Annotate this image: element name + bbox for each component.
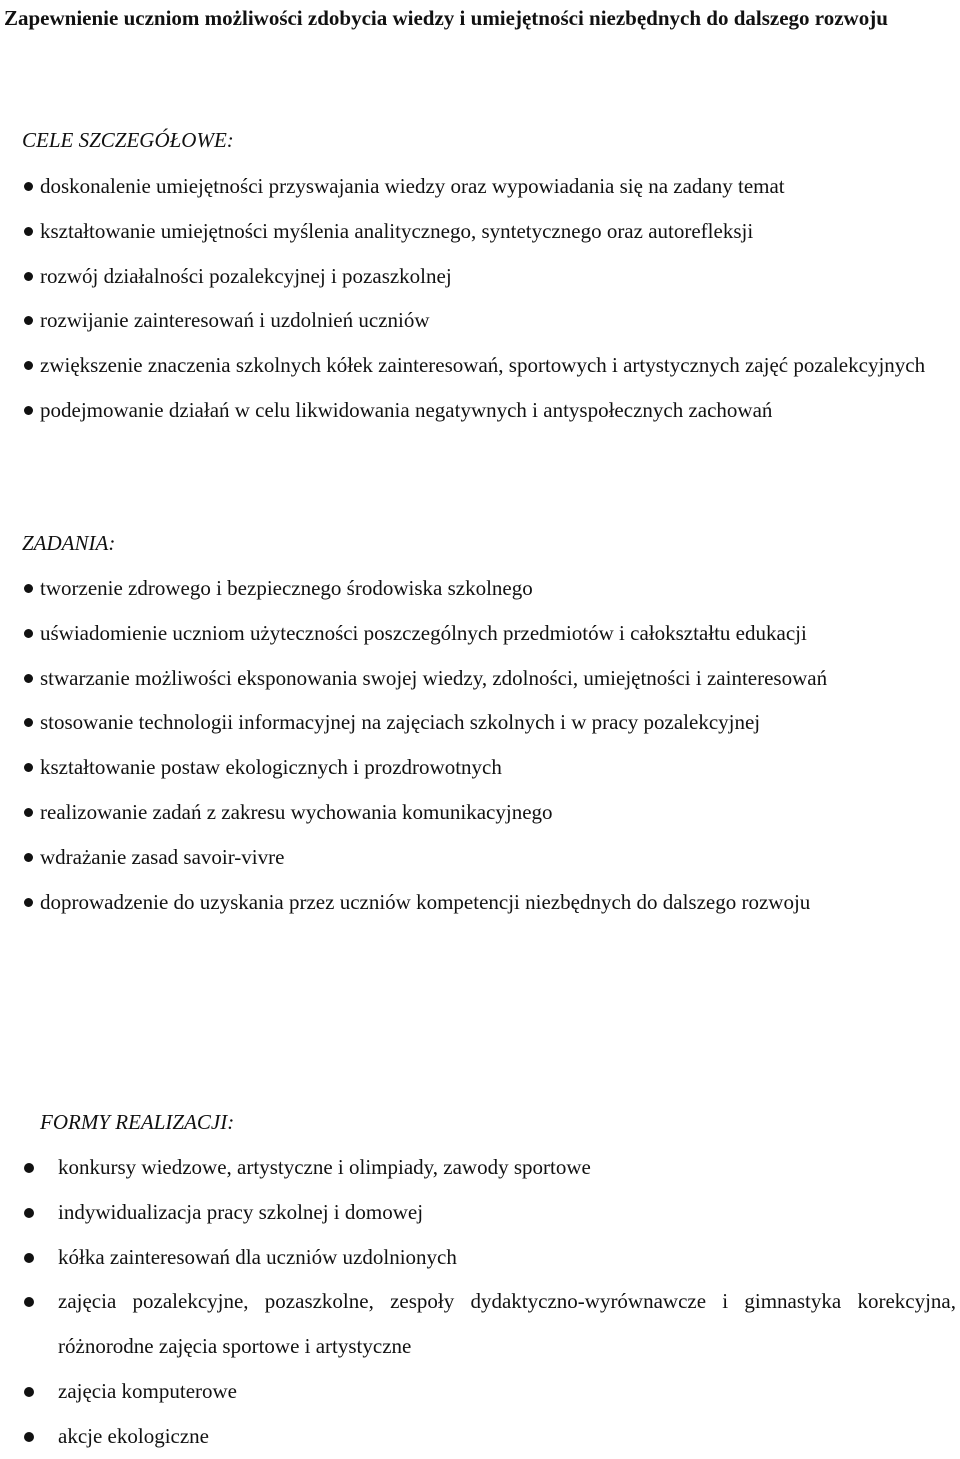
list-item-text: indywidualizacja pracy szkolnej i domowej <box>58 1199 424 1224</box>
bullet-icon <box>24 272 33 281</box>
list-item-text: rozwój działalności pozalekcyjnej i pozaszkolnej <box>40 263 452 288</box>
list-item <box>40 566 958 611</box>
zadania-section-title: ZADANIA: <box>22 531 116 555</box>
bullet-icon <box>24 182 33 191</box>
bullet-icon <box>24 406 33 415</box>
list-item <box>40 209 956 254</box>
list-item <box>58 1145 956 1190</box>
formy-section-title: FORMY REALIZACJI: <box>40 1110 235 1134</box>
list-item-text: zajęcia komputerowe <box>58 1378 237 1403</box>
list-item-text: doskonalenie umiejętności przyswajania wiedzy oraz wypowiadania się na zadany temat <box>40 174 785 198</box>
list-item-text: doprowadzenie do uzyskania przez uczniów kompetencji niezbędnych do dalszego rozwoju <box>40 889 811 914</box>
list-item-text: zajęcia pozalekcyjne, pozaszkolne, zespoły dydaktyczno-wyrównawcze i gimnastyka korekcyjna, różnorodne zajęcia sportowe i artystyczne <box>58 1289 956 1359</box>
bullet-icon <box>24 584 33 593</box>
bullet-icon <box>24 853 33 862</box>
list-item-text: rozwijanie zainteresowań i uzdolnień uczniów <box>40 308 430 333</box>
bullet-icon <box>24 1387 34 1397</box>
list-item-text: podejmowanie działań w celu likwidowania negatywnych i antyspołecznych zachowań <box>40 397 773 422</box>
list-item-text: realizowanie zadań z zakresu wychowania komunikacyjnego <box>40 799 553 824</box>
list-item <box>40 298 956 343</box>
bullet-icon <box>24 898 33 907</box>
list-item <box>40 388 956 433</box>
list-item <box>40 880 958 925</box>
list-item <box>40 656 958 701</box>
bullet-icon <box>24 1253 34 1263</box>
bullet-icon <box>24 629 33 638</box>
list-item <box>40 700 958 745</box>
bullet-icon <box>24 1297 34 1307</box>
list-item-text: uświadomienie uczniom użyteczności poszczególnych przedmiotów i całokształtu edukacji <box>40 620 807 645</box>
bullet-icon <box>24 227 33 236</box>
list-item <box>40 164 956 209</box>
list-item-text: kształtowanie postaw ekologicznych i prozdrowotnych <box>40 755 502 780</box>
bullet-icon <box>24 674 33 683</box>
list-item <box>58 1235 956 1280</box>
list-item-text: zwiększenie znaczenia szkolnych kółek zainteresowań, sportowych i artystycznych zajęć pozalekcyjnych <box>40 353 926 378</box>
list-item-text: konkursy wiedzowe, artystyczne i olimpiady, zawody sportowe <box>58 1155 591 1179</box>
list-item <box>58 1369 956 1414</box>
formy-list <box>58 1145 956 1459</box>
bullet-icon <box>24 1432 34 1442</box>
cele-section-title: CELE SZCZEGÓŁOWE: <box>22 128 234 152</box>
list-item <box>40 611 958 656</box>
bullet-icon <box>24 1163 34 1173</box>
list-item-text: akcje ekologiczne <box>58 1423 209 1448</box>
list-item-text: tworzenie zdrowego i bezpiecznego środowiska szkolnego <box>40 576 533 600</box>
cele-list <box>40 164 956 433</box>
bullet-icon <box>24 763 33 772</box>
list-item <box>58 1279 956 1369</box>
list-item <box>40 835 958 880</box>
bullet-icon <box>24 1208 34 1218</box>
document-heading: Zapewnienie uczniom możliwości zdobycia wiedzy i umiejętności niezbędnych do dalszego rozwoju <box>4 6 888 30</box>
bullet-icon <box>24 808 33 817</box>
zadania-list <box>40 566 958 924</box>
bullet-icon <box>24 718 33 727</box>
bullet-icon <box>24 361 33 370</box>
list-item <box>40 745 958 790</box>
list-item-text: wdrażanie zasad savoir-vivre <box>40 844 285 869</box>
list-item <box>40 790 958 835</box>
bullet-icon <box>24 316 33 325</box>
list-item-text: stosowanie technologii informacyjnej na zajęciach szkolnych i w pracy pozalekcyjnej <box>40 710 761 735</box>
list-item <box>40 254 956 299</box>
list-item <box>58 1190 956 1235</box>
list-item-text: kółka zainteresowań dla uczniów uzdolnionych <box>58 1244 457 1269</box>
list-item <box>40 343 956 388</box>
list-item-text: stwarzanie możliwości eksponowania swojej wiedzy, zdolności, umiejętności i zainteresowań <box>40 665 828 690</box>
list-item-text: kształtowanie umiejętności myślenia analitycznego, syntetycznego oraz autorefleksji <box>40 218 754 243</box>
